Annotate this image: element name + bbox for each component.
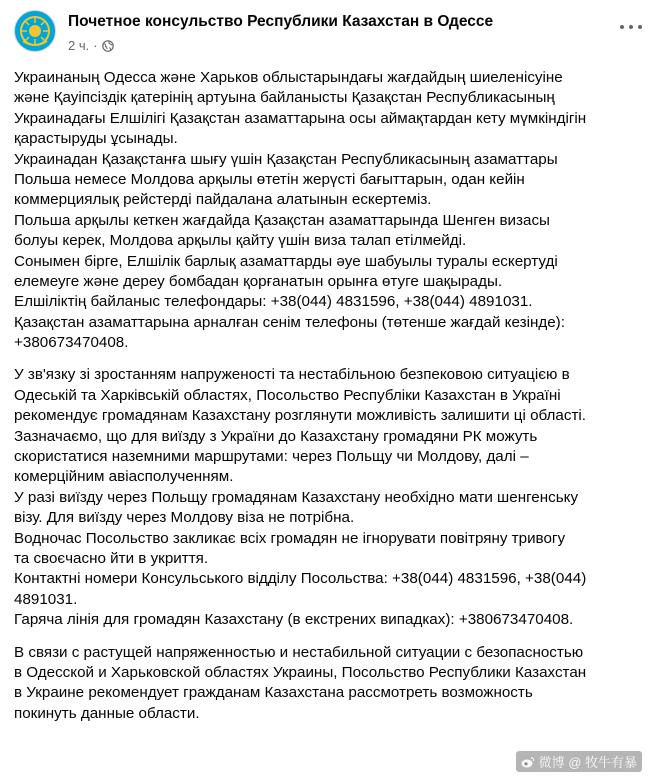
post-text-line: скористатися наземними маршрутами: через Польщу чи Молдову, далі – (14, 448, 529, 466)
post-text-line: Украинадан Қазақстанға шығу үшін Қазақстан Республикасының азаматтары (14, 150, 558, 168)
paragraph-gap (14, 353, 644, 365)
more-dot (629, 25, 633, 29)
post-text-line: Одеській та Харківській областях, Посольство Республіки Казахстан в Україні (14, 386, 561, 404)
watermark (516, 751, 642, 772)
post-text-line: Водночас Посольство закликає всіх громадян не ігнорувати повітряну тривогу (14, 529, 566, 547)
post-text-line: Қазақстан азаматтарына арналған сенім телефоны (төтенше жағдай кезінде): (14, 313, 565, 331)
post-text-line: в Украине рекомендует гражданам Казахстана рассмотреть возможность (14, 684, 533, 702)
page-avatar[interactable] (14, 10, 56, 52)
post-text-line: Польша арқылы кеткен жағдайда Қазақстан азаматтарында Шенген визасы (14, 211, 550, 229)
post-text-line: рекомендує громадянам Казахстану розглянути можливість залишити ці області. (14, 407, 586, 425)
post-text-line: в Одесской и Харьковской областях Украины, Посольство Республики Казахстан (14, 663, 587, 681)
post-body (14, 68, 644, 724)
meta-separator: · (93, 38, 98, 53)
post-meta (68, 38, 114, 53)
post-paragraph (14, 68, 644, 353)
post-time[interactable]: 2 ч. (68, 38, 90, 53)
post-text-line: Польша немесе Молдова арқылы өтетін жерүсті бағыттарын, одан кейін (14, 170, 525, 188)
kazakhstan-emblem-icon (15, 11, 55, 51)
post-text-line: болуы керек, Молдова арқылы қайту үшін виза талап етілмейді. (14, 232, 467, 250)
post-text-line: Гаряча лінія для громадян Казахстану (в екстрених випадках): +380673470408. (14, 611, 574, 629)
post-text-line: Контактні номери Консульського відділу Посольства: +38(044) 4831596, +38(044) (14, 570, 587, 588)
post-text-line: қарастыруды ұсынады. (14, 130, 178, 148)
post-text-line: та своєчасно йти в укриття. (14, 549, 209, 567)
post-text-line: елемеуге және дереу бомбадан қорғанатын орынға өтуге шақырады. (14, 272, 503, 290)
post-text-line: 4891031. (14, 590, 78, 608)
post-text-line: комерційним авіасполученням. (14, 468, 234, 486)
post-text-line: покинуть данные области. (14, 704, 200, 722)
post-text-line: У зв'язку зі зростанням напруженості та нестабільною безпековою ситуацією в (14, 366, 570, 384)
post-text-line: візу. Для виїзду через Молдову віза не потрібна. (14, 509, 355, 527)
globe-icon[interactable] (102, 40, 114, 52)
post-text-line: коммерциялық рейстерді пайдалана алатынын ескертеміз. (14, 191, 432, 209)
post-text-line: Украинадағы Елшілігі Қазақстан азаматтарына осы аймақтардан кету мүмкіндігін (14, 109, 587, 127)
post-text-line: В связи с растущей напряженностью и нестабильной ситуации с безопасностью (14, 643, 584, 661)
post-text-line: Украинаның Одесса және Харьков облыстарындағы жағдайдың шиеленісуіне (14, 69, 563, 86)
more-dot (620, 25, 624, 29)
post-text-line: Елшіліктің байланыс телефондары: +38(044) 4831596, +38(044) 4891031. (14, 293, 533, 311)
weibo-icon (521, 756, 535, 768)
post-paragraph (14, 643, 644, 725)
post-text-line: және Қауіпсіздік қатерінің артуына байланысты Қазақстан Республикасының (14, 89, 555, 107)
post-header (0, 0, 656, 62)
paragraph-gap (14, 631, 644, 643)
post-text-line: У разі виїзду через Польщу громадянам Казахстану необхідно мати шенгенську (14, 488, 579, 506)
more-dot (638, 25, 642, 29)
post-paragraph (14, 365, 644, 630)
watermark-text: 微博 @ 牧牛有暴 (538, 755, 637, 770)
post-text-line: +380673470408. (14, 334, 129, 352)
post-text-line: Зазначаємо, що для виїзду з України до Казахстану громадяни РК можуть (14, 427, 538, 445)
post-text-line: Сонымен бірге, Елшілік барлық азаматтарды әуе шабуылы туралы ескертуді (14, 252, 558, 270)
more-options-icon[interactable] (620, 22, 642, 32)
page-name-link[interactable]: Почетное консульство Республики Казахстан в Одессе (68, 13, 494, 30)
